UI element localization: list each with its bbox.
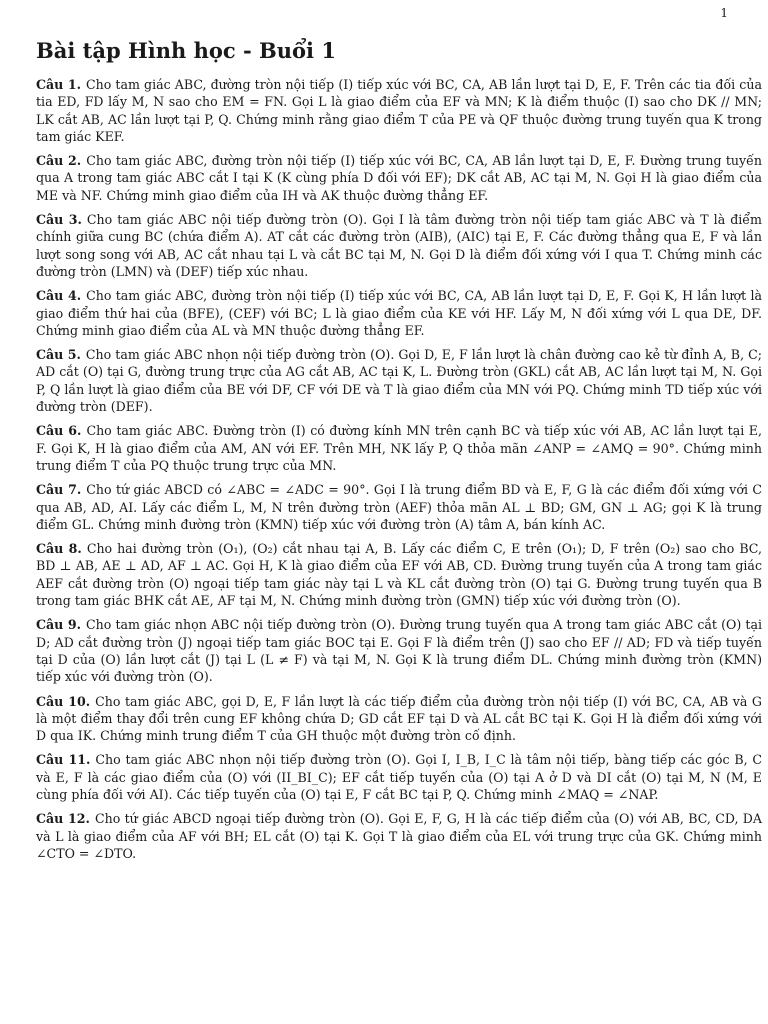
problem-text: Cho tam giác ABC nội tiếp đường tròn (O). Gọi I là tâm đường tròn nội tiếp tam giác ABC và T là điểm chính giữa cung BC (chứa điểm A). AT cắt các đường tròn (AIB), (AIC) tại E, F. Các đường thẳng qua E, F và lần lượt song song với AB, AC cắt nhau tại L và cắt BC tại M, N. Gọi D là điểm đối xứng với I qua T. Chứng minh các đường tròn (LMN) và (DEF) tiếp xúc nhau.	[36, 212, 763, 279]
problem-text: Cho tam giác nhọn ABC nội tiếp đường tròn (O). Đường trung tuyến qua A trong tam giác ABC cắt (O) tại D; AD cắt đường tròn (J) ngoại tiếp tam giác BOC tại E. Gọi F là điểm trên (J) sao cho EF // AD; FD và tiếp tuyến tại D của (O) lần lượt cắt (J) tại L (L ≠ F) và tại M, N. Gọi K là trung điểm DL. Chứng minh đường tròn (KMN) tiếp xúc với đường tròn (O).	[36, 617, 762, 685]
problem-label: Câu 9.	[36, 617, 82, 633]
problem-text: Cho tam giác ABC. Đường tròn (I) có đường kính MN trên cạnh BC và tiếp xúc với AB, AC lần lượt tại E, F. Gọi K, H là giao điểm của AM, AN với EF. Trên MH, NK lấy P, Q thỏa mãn ∠ANP = ∠AMQ = 90°. Chứng minh trung điểm T của PQ thuộc trung trực của MN.	[36, 423, 763, 473]
problem-list	[36, 76, 762, 869]
problem-label: Câu 6.	[36, 423, 82, 439]
problem-label: Câu 1.	[36, 77, 81, 92]
problem-4	[36, 287, 762, 339]
problem-text: Cho tam giác ABC, đường tròn nội tiếp (I) tiếp xúc với BC, CA, AB lần lượt tại D, E, F. Gọi K, H lần lượt là giao điểm thứ hai của (BFE), (CEF) với BC; L là giao điểm của KE với HF. Lấy M, N đối xứng với L qua DE, DF. Chứng minh giao điểm của AL và MN thuộc đường thẳng EF.	[36, 288, 762, 338]
problem-label: Câu 10.	[36, 693, 91, 709]
problem-3	[36, 211, 762, 280]
problem-label: Câu 5.	[36, 347, 81, 363]
problem-text: Cho tam giác ABC nhọn nội tiếp đường tròn (O). Gọi I, I_B, I_C là tâm nội tiếp, bàng tiếp các góc B, C và E, F là các giao điểm của (O) với (II_BI_C); EF cắt tiếp tuyến của (O) tại A ở D và DI cắt (O) tại M, N (M, E cùng phía đối với AI). Các tiếp tuyến của (O) tại E, F cắt BC tại P, Q. Chứng minh ∠MAQ = ∠NAP.	[36, 752, 763, 802]
problem-9	[36, 616, 762, 685]
problem-6	[36, 422, 762, 474]
problem-label: Câu 2.	[36, 153, 82, 169]
problem-text: Cho tam giác ABC, đường tròn nội tiếp (I) tiếp xúc với BC, CA, AB lần lượt tại D, E, F. Trên các tia đối của tia ED, FD lấy M, N sao cho EM = FN. Gọi L là giao điểm của EF và MN; K là điểm thuộc (I) sao cho DK // MN; LK cắt AB, AC lần lượt tại P, Q. Chứng minh rằng giao điểm T của PE và QF thuộc đường trung tuyến qua K trong tam giác KEF.	[36, 77, 762, 144]
problem-text: Cho tứ giác ABCD có ∠ABC = ∠ADC = 90°. Gọi I là trung điểm BD và E, F, G là các điểm đối xứng với C qua AB, AD, AI. Lấy các điểm L, M, N trên đường tròn (AEF) thỏa mãn AL ⊥ BD; GM, GN ⊥ AG; gọi K là trung điểm GL. Chứng minh đường tròn (KMN) tiếp xúc với đường tròn (A) tâm A, bán kính AC.	[36, 482, 762, 532]
problem-label: Câu 11.	[36, 752, 91, 768]
problem-label: Câu 12.	[36, 811, 90, 827]
problem-2	[36, 152, 762, 204]
problem-5	[36, 346, 762, 415]
problem-text: Cho hai đường tròn (O₁), (O₂) cắt nhau tại A, B. Lấy các điểm C, E trên (O₁); D, F trên (O₂) sao cho BC, BD ⊥ AB, AE ⊥ AD, AF ⊥ AC. Gọi H, K là giao điểm của EF với AB, CD. Đường trung tuyến của A trong tam giác AEF cắt đường tròn (O) ngoại tiếp tam giác này tại L và KL cắt đường tròn (O) tại G. Đường trung tuyến qua B trong tam giác BHK cắt AE, AF tại M, N. Chứng minh đường tròn (GMN) tiếp xúc với đường tròn (O).	[36, 541, 762, 609]
problem-11	[36, 751, 762, 803]
problem-label: Câu 8.	[36, 541, 82, 557]
problem-7	[36, 481, 762, 533]
problem-8	[36, 540, 762, 609]
problem-label: Câu 4.	[36, 288, 82, 304]
problem-10	[36, 693, 762, 745]
problem-text: Cho tam giác ABC, gọi D, E, F lần lượt là các tiếp điểm của đường tròn nội tiếp (I) với BC, CA, AB và G là một điểm thay đổi trên cung EF không chứa D; GD cắt EF tại D và AL cắt BC tại K. Gọi H là điểm đối xứng với D qua IK. Chứng minh trung điểm T của GH thuộc một đường tròn cố định.	[36, 693, 762, 744]
problem-text: Cho tam giác ABC, đường tròn nội tiếp (I) tiếp xúc với BC, CA, AB lần lượt tại D, E, F. Đường trung tuyến qua A trong tam giác ABC cắt I tại K (K cùng phía D đối với EF); DK cắt AB, AC tại M, N. Gọi H là giao điểm của ME và NF. Chứng minh giao điểm của IH và AK thuộc đường thẳng EF.	[36, 153, 763, 203]
page-title: Bài tập Hình học - Buổi 1	[36, 38, 336, 63]
problem-1	[36, 76, 762, 145]
page-number: 1	[720, 6, 728, 20]
problem-text: Cho tam giác ABC nhọn nội tiếp đường tròn (O). Gọi D, E, F lần lượt là chân đường cao kẻ từ đỉnh A, B, C; AD cắt (O) tại G, đường trung trực của AG cắt AB, AC tại K, L. Đường tròn (GKL) cắt AB, AC lần lượt tại M, N. Gọi P, Q lần lượt là giao điểm của BE với DF, CF với DE và T là giao điểm của MN với PQ. Chứng minh TD tiếp xúc với đường tròn (DEF).	[36, 347, 762, 415]
problem-label: Câu 3.	[36, 212, 82, 228]
problem-12	[36, 810, 762, 862]
problem-label: Câu 7.	[36, 482, 82, 498]
problem-text: Cho tứ giác ABCD ngoại tiếp đường tròn (O). Gọi E, F, G, H là các tiếp điểm của (O) với AB, BC, CD, DA và L là giao điểm của AF với BH; EL cắt (O) tại K. Gọi T là giao điểm của EL với trung trực của GK. Chứng minh ∠CTO = ∠DTO.	[36, 811, 762, 861]
